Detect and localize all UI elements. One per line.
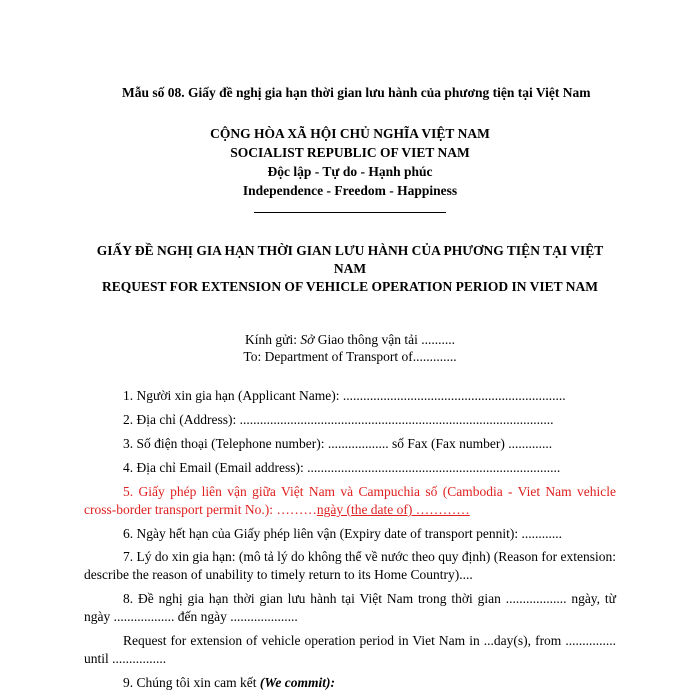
- item-email: 4. Địa chỉ Email (Email address): ...........................................................................: [123, 460, 561, 475]
- addressee-vi-italic: Sở: [300, 332, 315, 347]
- item-permit-number-text: 5. Giấy phép liên vận giữa Việt Nam và Campuchia số (Cambodia - Viet Nam vehicle cross-border transport permit No.): ………: [84, 484, 616, 517]
- item-extension-vi: 8. Đề nghị gia hạn thời gian lưu hành tại Việt Nam trong thời gian .................. ngày, từ ngày .................. đến ngày ....................: [84, 591, 616, 624]
- addressee: [0, 331, 700, 365]
- national-header: [0, 124, 700, 213]
- item-commitment: [84, 674, 655, 692]
- item-commitment-prefix: 9. Chúng tôi xin cam kết: [123, 675, 260, 690]
- item-permit-number: [84, 483, 616, 519]
- item-applicant-name: 1. Người xin gia hạn (Applicant Name): ..................................................................: [123, 388, 566, 403]
- document-title: [85, 242, 615, 296]
- item-permit-expiry: 6. Ngày hết hạn của Giấy phép liên vận (Expiry date of transport pennit): ............: [123, 526, 563, 541]
- item-reason: 7. Lý do xin gia hạn: (mô tả lý do không thể về nước theo quy định) (Reason for extension: describe the reason of unability to timely return to its Home Country)....: [84, 549, 616, 582]
- header-line-2: SOCIALIST REPUBLIC OF VIET NAM: [230, 145, 470, 160]
- item-commitment-italic: (We commit):: [259, 675, 335, 690]
- header-motto-en: Independence - Freedom - Happiness: [242, 183, 458, 198]
- header-line-1: CỘNG HÒA XÃ HỘI CHỦ NGHĨA VIỆT NAM: [210, 126, 490, 141]
- addressee-vi-prefix: Kính gửi:: [245, 332, 301, 347]
- addressee-vi: [0, 331, 700, 348]
- form-title: Mẫu số 08. Giấy đề nghị gia hạn thời gian lưu hành của phương tiện tại Việt Nam: [122, 85, 591, 100]
- header-motto-vi: Độc lập - Tự do - Hạnh phúc: [267, 164, 433, 179]
- document-title-en: REQUEST FOR EXTENSION OF VEHICLE OPERATION PERIOD IN VIET NAM: [102, 279, 598, 294]
- header-divider: [254, 212, 446, 213]
- addressee-en: To: Department of Transport of.............: [243, 349, 457, 364]
- item-address: 2. Địa chỉ (Address): .............................................................................................: [123, 412, 554, 427]
- item-telephone-fax: 3. Số điện thoại (Telephone number): .................. số Fax (Fax number) .............: [123, 436, 553, 451]
- item-permit-date-text: ngày (the date of) …………: [316, 502, 470, 517]
- item-extension-en: Request for extension of vehicle operation period in Viet Nam in ...day(s), from ............... until ................: [84, 633, 616, 666]
- addressee-vi-rest: Giao thông vận tải ..........: [314, 332, 455, 347]
- document-title-vi: GIẤY ĐỀ NGHỊ GIA HẠN THỜI GIAN LƯU HÀNH CỦA PHƯƠNG TIỆN TẠI VIỆT NAM: [96, 243, 604, 276]
